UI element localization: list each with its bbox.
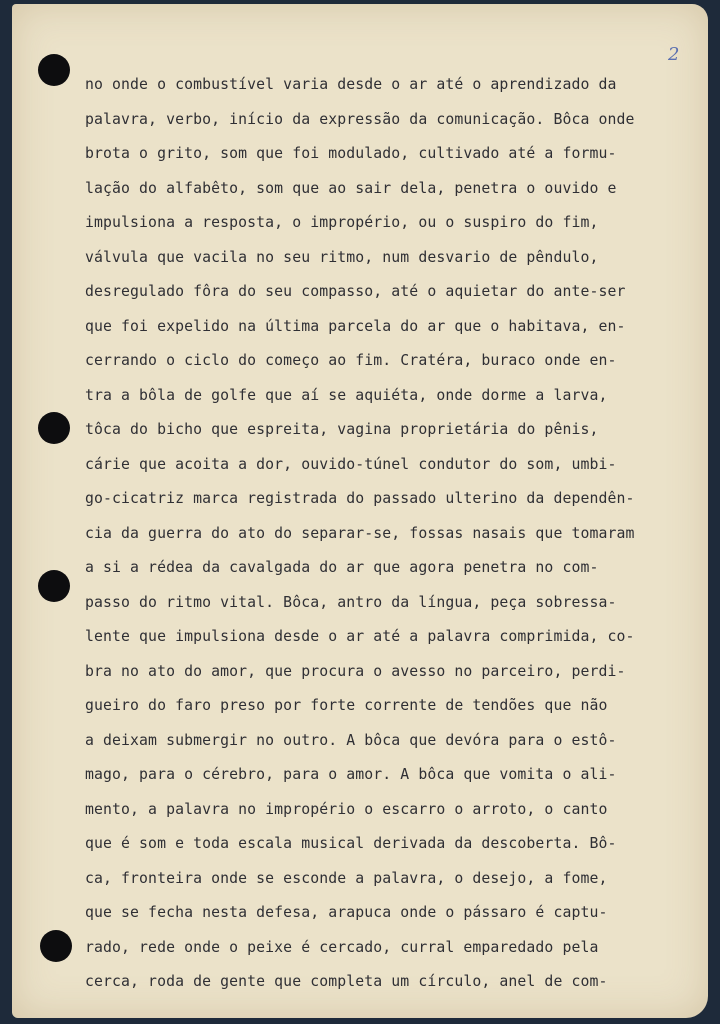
text-line: cerca, roda de gente que completa um círculo, anel de com- bbox=[85, 973, 608, 990]
text-line: go-cicatriz marca registrada do passado ulterino da dependên- bbox=[85, 490, 635, 507]
binder-hole bbox=[38, 412, 70, 444]
binder-hole bbox=[38, 570, 70, 602]
binder-hole bbox=[38, 54, 70, 86]
text-line: a deixam submergir no outro. A bôca que devóra para o estô- bbox=[85, 731, 617, 749]
text-line: desregulado fôra do seu compasso, até o aquietar do ante-ser bbox=[85, 283, 626, 300]
page-number: 2 bbox=[668, 44, 680, 65]
text-line: válvula que vacila no seu ritmo, num desvario de pêndulo, bbox=[85, 248, 599, 266]
text-line: gueiro do faro preso por forte corrente de tendões que não bbox=[85, 697, 608, 714]
text-line: tôca do bicho que espreita, vagina proprietária do pênis, bbox=[85, 421, 599, 438]
text-line: que se fecha nesta defesa, arapuca onde o pássaro é captu- bbox=[85, 904, 608, 921]
text-line: no onde o combustível varia desde o ar até o aprendizado da bbox=[85, 76, 617, 93]
text-line: a si a rédea da cavalgada do ar que agora penetra no com- bbox=[85, 559, 599, 576]
text-line: mago, para o cérebro, para o amor. A bôca que vomita o ali- bbox=[85, 766, 617, 783]
text-line: mento, a palavra no impropério o escarro o arroto, o canto bbox=[85, 800, 608, 818]
text-line: ca, fronteira onde se esconde a palavra, o desejo, a fome, bbox=[85, 869, 608, 887]
text-line: lente que impulsiona desde o ar até a palavra comprimida, co- bbox=[85, 628, 635, 645]
text-line: palavra, verbo, início da expressão da comunicação. Bôca onde bbox=[85, 110, 635, 128]
text-line: impulsiona a resposta, o impropério, ou o suspiro do fim, bbox=[85, 214, 599, 231]
text-line: cia da guerra do ato do separar-se, fossas nasais que tomaram bbox=[85, 524, 635, 542]
text-line: que foi expelido na última parcela do ar que o habitava, en- bbox=[85, 317, 626, 335]
text-line: lação do alfabêto, som que ao sair dela, penetra o ouvido e bbox=[85, 179, 617, 197]
text-line: tra a bôla de golfe que aí se aquiéta, onde dorme a larva, bbox=[85, 386, 608, 404]
binder-hole bbox=[40, 930, 72, 962]
text-line: rado, rede onde o peixe é cercado, curral emparedado pela bbox=[85, 938, 599, 956]
text-line: passo do ritmo vital. Bôca, antro da língua, peça sobressa- bbox=[85, 593, 617, 611]
body-text bbox=[85, 70, 705, 1002]
text-line: brota o grito, som que foi modulado, cultivado até a formu- bbox=[85, 145, 617, 162]
text-line: cerrando o ciclo do começo ao fim. Cratéra, buraco onde en- bbox=[85, 352, 617, 369]
text-line: bra no ato do amor, que procura o avesso no parceiro, perdi- bbox=[85, 662, 626, 680]
text-line: cárie que acoita a dor, ouvido-túnel condutor do som, umbi- bbox=[85, 455, 617, 473]
text-line: que é som e toda escala musical derivada da descoberta. Bô- bbox=[85, 835, 617, 852]
